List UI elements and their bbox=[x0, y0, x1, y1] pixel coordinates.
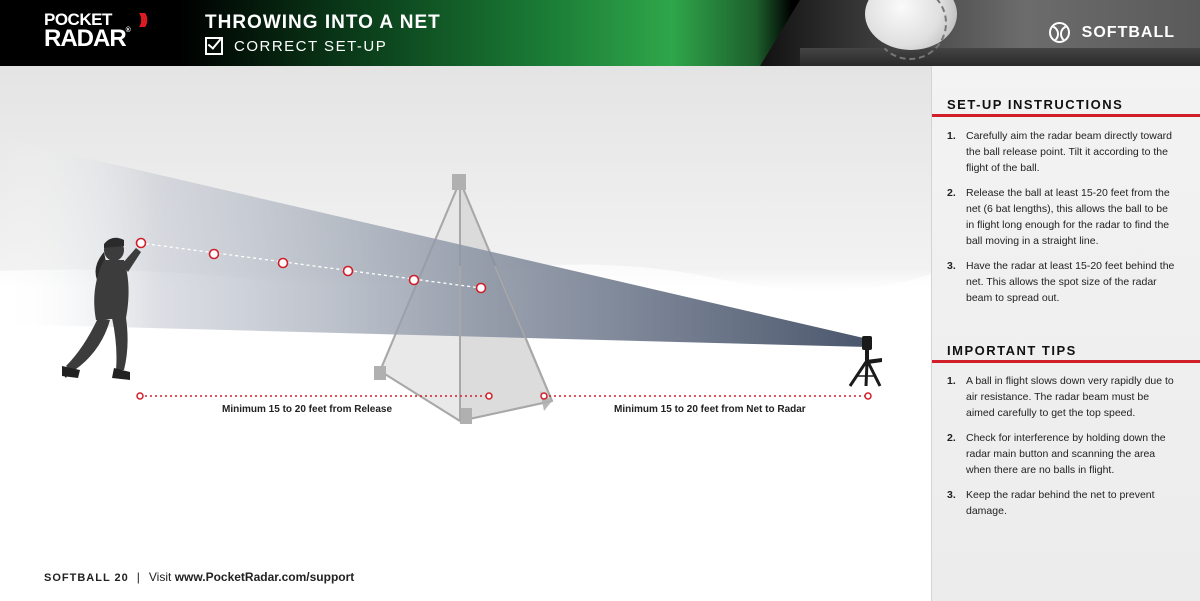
footer-separator: | bbox=[136, 570, 140, 584]
important-tips-list bbox=[947, 373, 1179, 528]
setup-item: 2. Release the ball at least 15-20 feet from the net (6 bat lengths), this allows the ball to be in flight long enough for the radar to find the ball moving in a straight line. bbox=[947, 187, 1170, 247]
setup-heading-rule bbox=[932, 114, 1200, 117]
page-subtitle bbox=[205, 37, 387, 55]
tip-item: 2. Check for interference by holding down the radar main button and scanning the area when there are no balls in flight. bbox=[947, 432, 1166, 476]
sport-badge bbox=[1049, 22, 1175, 43]
softball-icon bbox=[1049, 22, 1070, 43]
page-title: THROWING INTO A NET bbox=[205, 12, 441, 33]
radar-waves-icon: ))) bbox=[139, 11, 145, 28]
instructions-panel bbox=[931, 66, 1200, 601]
footer bbox=[44, 570, 354, 584]
diagram-illustration bbox=[0, 66, 931, 601]
edition-label: SOFTBALL 20 bbox=[44, 572, 129, 584]
tip-item: 1. A ball in flight slows down very rapidly due to air resistance. The radar beam must be aimed carefully to get the top speed. bbox=[947, 375, 1174, 419]
tip-item: 3. Keep the radar behind the net to prevent damage. bbox=[947, 489, 1155, 517]
setup-instructions-list bbox=[947, 128, 1179, 315]
distance-label-release: Minimum 15 to 20 feet from Release bbox=[222, 404, 393, 415]
distance-label-net-radar: Minimum 15 to 20 feet from Net to Radar bbox=[614, 404, 806, 415]
pocket-radar-logo: POCKET RADAR® ))) bbox=[44, 10, 145, 52]
photo-ground bbox=[800, 48, 1200, 66]
important-tips-heading: IMPORTANT TIPS bbox=[947, 343, 1077, 358]
subtitle-text: CORRECT SET-UP bbox=[234, 37, 388, 55]
setup-item: 1. Carefully aim the radar beam directly toward the ball release point. Tilt it according to the flight of the ball. bbox=[947, 130, 1173, 174]
setup-diagram bbox=[0, 66, 931, 601]
setup-instructions-heading: SET-UP INSTRUCTIONS bbox=[947, 97, 1124, 112]
sport-label: SOFTBALL bbox=[1081, 23, 1175, 41]
checkbox-icon bbox=[205, 37, 223, 55]
header-banner bbox=[0, 0, 1200, 66]
tips-heading-rule bbox=[932, 360, 1200, 363]
support-link[interactable]: www.PocketRadar.com/support bbox=[174, 570, 355, 584]
visit-label: Visit bbox=[148, 570, 172, 584]
setup-item: 3. Have the radar at least 15-20 feet behind the net. This allows the spot size of the radar beam to spread out. bbox=[947, 260, 1175, 304]
